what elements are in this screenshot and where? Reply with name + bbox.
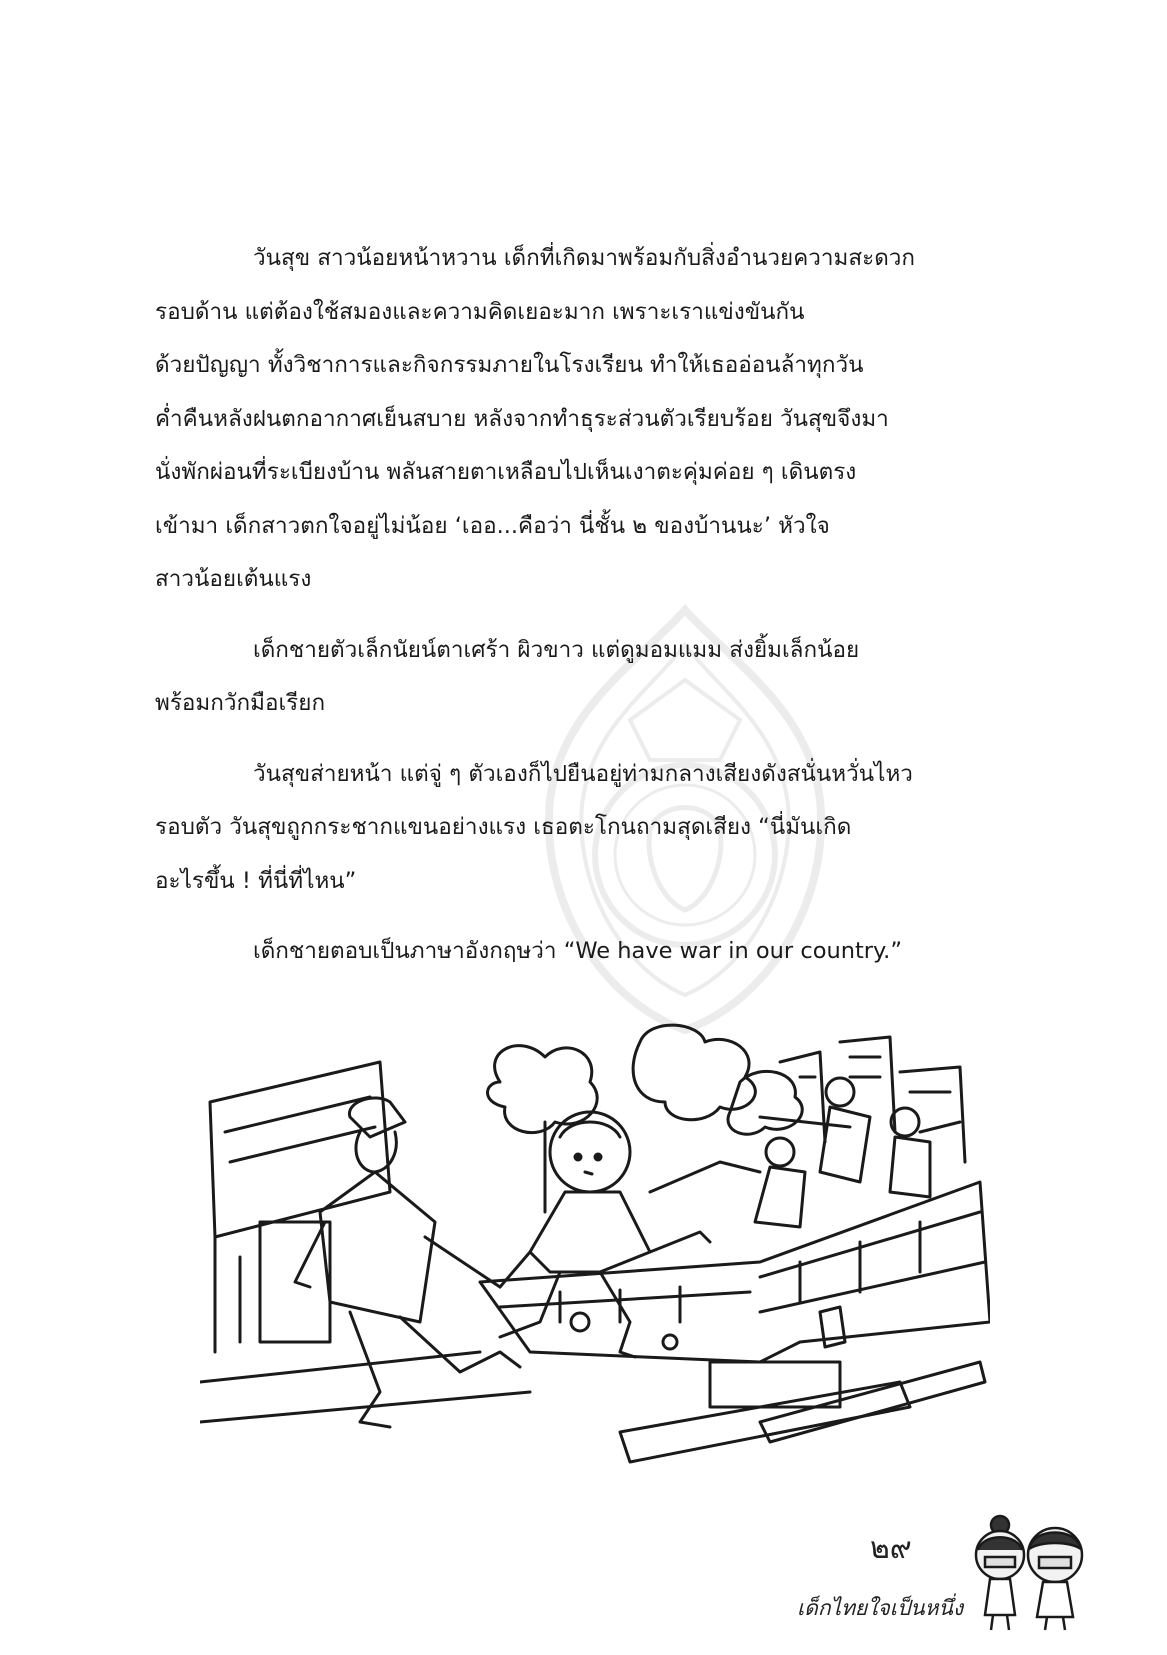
text-line: สาวน้อยเต้นแรง — [155, 566, 312, 592]
page-number: ๒๙ — [870, 1531, 912, 1566]
text-line: รอบด้าน แต่ต้องใช้สมองและความคิดเยอะมาก เพราะเราแข่งขันกัน — [155, 298, 805, 325]
war-scene-illustration — [200, 1022, 990, 1507]
text-line: รอบตัว วันสุขถูกกระชากแขนอย่างแรง เธอตะโกนถามสุดเสียง “นี่มันเกิด — [155, 814, 852, 840]
text-line: อะไรขึ้น ! ที่นี่ที่ไหน” — [155, 867, 357, 894]
text-line: พร้อมกวักมือเรียก — [155, 690, 326, 716]
paragraph-1 — [155, 232, 1045, 607]
text-line: เข้ามา เด็กสาวตกใจอยู่ไม่น้อย ‘เออ...คือว่า นี่ชั้น ๒ ของบ้านนะ’ หัวใจ — [155, 512, 830, 539]
book-title: เด็กไทยใจเป็นหนึ่ง — [797, 1596, 964, 1620]
text-line: เด็กชายตัวเล็กนัยน์ตาเศร้า ผิวขาว แต่ดูมอมแมม ส่งยิ้มเล็กน้อย — [253, 636, 860, 663]
text-line: นั่งพักผ่อนที่ระเบียงบ้าน พลันสายตาเหลือบไปเห็นเงาตะคุ่มค่อย ๆ เดินตรง — [155, 459, 857, 485]
paragraph-3 — [155, 748, 1045, 909]
text-line: วันสุข สาวน้อยหน้าหวาน เด็กที่เกิดมาพร้อมกับสิ่งอำนวยความสะดวก — [253, 245, 916, 271]
paragraph-4 — [155, 925, 1045, 979]
text-line: ค่ำคืนหลังฝนตกอากาศเย็นสบาย หลังจากทำธุระส่วนตัวเรียบร้อย วันสุขจึงมา — [155, 405, 889, 432]
two-kids-mascot-icon — [965, 1505, 1095, 1635]
paragraph-2 — [155, 624, 1045, 731]
text-line: วันสุขส่ายหน้า แต่จู่ ๆ ตัวเองก็ไปยืนอยู่ท่ามกลางเสียงดังสนั่นหวั่นไหว — [253, 760, 913, 787]
text-line: ด้วยปัญญา ทั้งวิชาการและกิจกรรมภายในโรงเรียน ทำให้เธออ่อนล้าทุกวัน — [155, 352, 864, 378]
text-line: เด็กชายตอบเป็นภาษาอังกฤษว่า “We have war in our country.” — [253, 938, 902, 964]
story-text — [155, 232, 1045, 996]
